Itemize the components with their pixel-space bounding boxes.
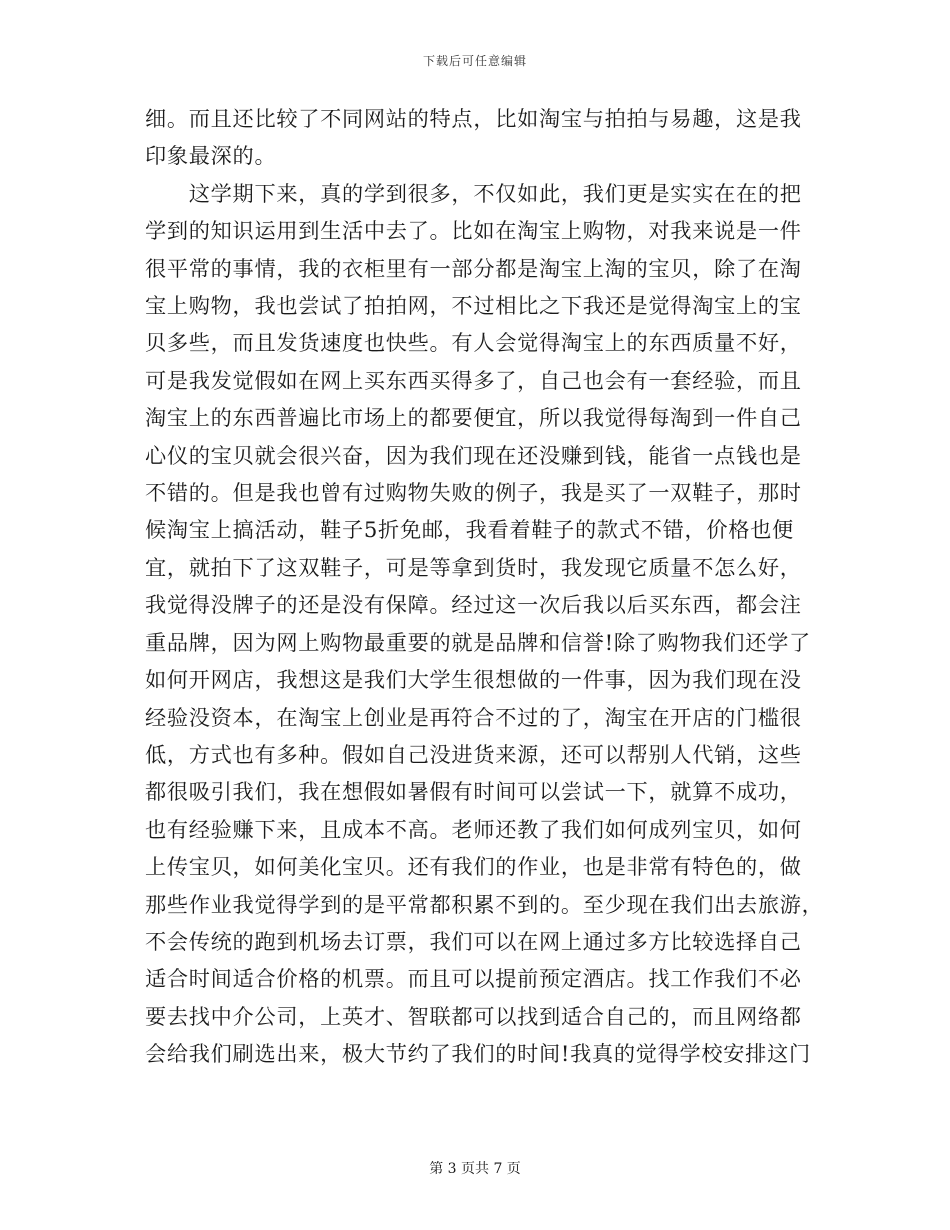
text-line: 低，方式也有多种。假如自己没进货来源，还可以帮别人代销，这些	[145, 741, 802, 767]
text-line: 那些作业我觉得学到的是平常都积累不到的。至少现在我们出去旅游，	[145, 891, 824, 917]
text-line: 很平常的事情，我的衣柜里有一部分都是淘宝上淘的宝贝，除了在淘	[145, 255, 802, 281]
text-line: 贝多些，而且发货速度也快些。有人会觉得淘宝上的东西质量不好，	[145, 330, 802, 356]
text-line: 我觉得没牌子的还是没有保障。经过这一次后我以后买东西，都会注	[145, 592, 802, 618]
text-line: 不错的。但是我也曾有过购物失败的例子，我是买了一双鞋子，那时	[145, 480, 802, 506]
text-line: 都很吸引我们，我在想假如暑假有时间可以尝试一下，就算不成功，	[145, 779, 802, 805]
text-line: 不会传统的跑到机场去订票，我们可以在网上通过多方比较选择自己	[145, 928, 802, 954]
text-line: 上传宝贝，如何美化宝贝。还有我们的作业，也是非常有特色的，做	[145, 854, 802, 880]
text-line: 会给我们刷选出来，极大节约了我们的时间!我真的觉得学校安排这门	[145, 1041, 811, 1067]
page-footer: 第 3 页共 7 页	[429, 1161, 521, 1177]
text-line: 印象最深的。	[145, 143, 277, 169]
text-line: 可是我发觉假如在网上买东西买得多了，自己也会有一套经验，而且	[145, 367, 802, 393]
document-body	[145, 100, 824, 1073]
page-header: 下载后可任意编辑	[422, 54, 527, 68]
text-line: 学到的知识运用到生活中去了。比如在淘宝上购物，对我来说是一件	[145, 218, 802, 244]
text-line: 候淘宝上搞活动，鞋子5折免邮，我看着鞋子的款式不错，价格也便	[145, 517, 794, 543]
text-line: 细。而且还比较了不同网站的特点，比如淘宝与拍拍与易趣，这是我	[145, 106, 802, 131]
text-line: 如何开网店，我想这是我们大学生很想做的一件事，因为我们现在没	[145, 667, 802, 693]
text-line: 要去找中介公司，上英才、智联都可以找到适合自己的，而且网络都	[145, 1003, 802, 1029]
text-line: 淘宝上的东西普遍比市场上的都要便宜，所以我觉得每淘到一件自己	[145, 405, 802, 431]
text-line: 适合时间适合价格的机票。而且可以提前预定酒店。找工作我们不必	[145, 966, 802, 992]
text-line: 心仪的宝贝就会很兴奋，因为我们现在还没赚到钱，能省一点钱也是	[145, 442, 802, 468]
text-line: 重品牌，因为网上购物最重要的就是品牌和信誉!除了购物我们还学了	[145, 629, 811, 655]
text-line: 经验没资本，在淘宝上创业是再符合不过的了，淘宝在开店的门槛很	[145, 704, 802, 730]
text-line: 也有经验赚下来，且成本不高。老师还教了我们如何成列宝贝，如何	[145, 816, 802, 842]
text-line: 这学期下来，真的学到很多，不仅如此，我们更是实实在在的把	[145, 180, 802, 206]
text-line: 宜，就拍下了这双鞋子，可是等拿到货时，我发现它质量不怎么好，	[145, 554, 802, 580]
text-line: 宝上购物，我也尝试了拍拍网，不过相比之下我还是觉得淘宝上的宝	[145, 293, 802, 319]
